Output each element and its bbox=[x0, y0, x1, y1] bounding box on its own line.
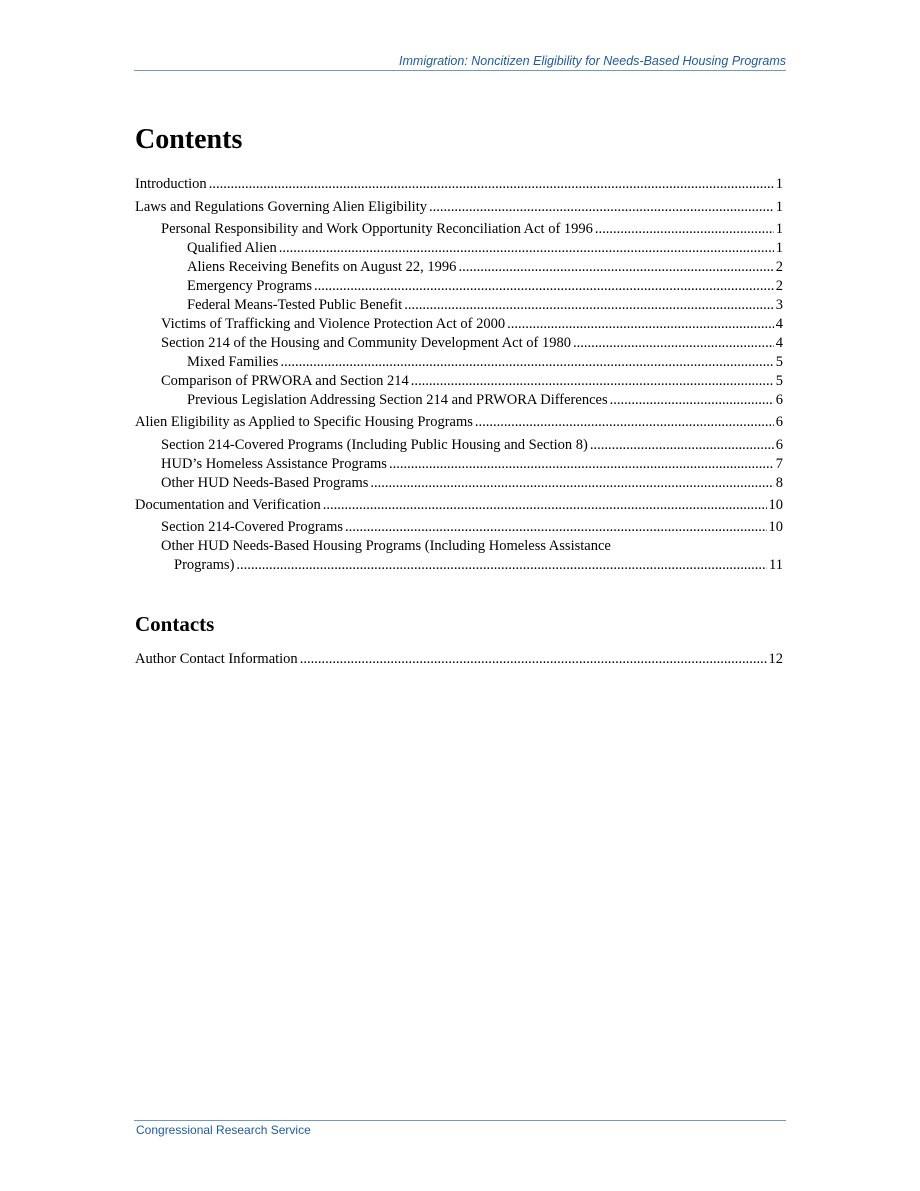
footer-rule bbox=[134, 1120, 786, 1121]
toc-entry-title: Section 214-Covered Programs (Including Public Housing and Section 8) bbox=[161, 437, 588, 453]
toc-entry-title: Laws and Regulations Governing Alien Eligibility bbox=[135, 199, 427, 215]
toc-entry-page: 7 bbox=[775, 456, 783, 472]
toc-leader bbox=[389, 455, 774, 473]
toc-entry[interactable] bbox=[135, 496, 783, 514]
toc-leader bbox=[300, 650, 767, 668]
toc-entry-title: Mixed Families bbox=[187, 354, 279, 370]
toc-leader bbox=[323, 496, 767, 514]
toc-entry[interactable] bbox=[161, 372, 783, 390]
toc-leader bbox=[590, 436, 774, 454]
toc-leader bbox=[279, 239, 774, 257]
toc-entry-title: Emergency Programs bbox=[187, 278, 312, 294]
toc-entry-title: Other HUD Needs-Based Programs bbox=[161, 475, 369, 491]
toc-entry-page: 1 bbox=[775, 221, 783, 237]
toc-entry-title: HUD’s Homeless Assistance Programs bbox=[161, 456, 387, 472]
toc-entry-page: 2 bbox=[775, 278, 783, 294]
toc-leader bbox=[475, 413, 774, 431]
toc-leader bbox=[280, 353, 773, 371]
toc-entry-title: Alien Eligibility as Applied to Specific Housing Programs bbox=[135, 414, 473, 430]
toc-entry[interactable] bbox=[187, 296, 783, 314]
toc-entry-page: 1 bbox=[775, 199, 783, 215]
header-rule bbox=[134, 70, 786, 71]
toc-entry-page: 5 bbox=[775, 373, 783, 389]
contacts-heading: Contacts bbox=[135, 612, 215, 636]
toc-entry[interactable] bbox=[161, 334, 783, 352]
toc-entry-page: 4 bbox=[775, 316, 783, 332]
toc-entry-page: 6 bbox=[775, 392, 783, 408]
toc-entry[interactable] bbox=[135, 175, 783, 193]
toc-leader bbox=[573, 334, 774, 352]
toc-entry[interactable] bbox=[135, 413, 783, 431]
toc-leader bbox=[236, 556, 767, 574]
toc-entry[interactable] bbox=[161, 436, 783, 454]
toc-entry-page: 1 bbox=[775, 240, 783, 256]
toc-leader bbox=[209, 175, 774, 193]
toc-entry-page: 4 bbox=[775, 335, 783, 351]
contact-entry[interactable] bbox=[135, 650, 783, 668]
running-footer: Congressional Research Service bbox=[136, 1123, 311, 1137]
toc-entry-page: 2 bbox=[775, 259, 783, 275]
toc-leader bbox=[610, 391, 774, 409]
toc-entry-page: 10 bbox=[768, 497, 783, 513]
toc-entry[interactable] bbox=[161, 455, 783, 473]
toc-leader bbox=[507, 315, 774, 333]
toc-entry-page: 11 bbox=[769, 557, 783, 573]
toc-entry-title: Victims of Trafficking and Violence Protection Act of 2000 bbox=[161, 316, 506, 332]
toc-leader bbox=[404, 296, 774, 314]
toc-entry-title: Qualified Alien bbox=[187, 240, 277, 256]
toc-entry-title-line1: Other HUD Needs-Based Housing Programs (Including Homeless Assistance bbox=[161, 538, 611, 554]
toc-entry-page: 10 bbox=[768, 519, 783, 535]
toc-entry-title: Federal Means-Tested Public Benefit bbox=[187, 297, 403, 313]
toc-entry-page: 8 bbox=[775, 475, 783, 491]
toc-entry-title: Comparison of PRWORA and Section 214 bbox=[161, 373, 409, 389]
toc-leader bbox=[345, 518, 766, 536]
toc-entry[interactable] bbox=[161, 518, 783, 536]
toc-entry-page: 3 bbox=[775, 297, 783, 313]
toc-entry[interactable] bbox=[135, 198, 783, 216]
toc-entry-title: Section 214-Covered Programs bbox=[161, 519, 344, 535]
toc-entry-page: 6 bbox=[775, 437, 783, 453]
toc-leader bbox=[370, 474, 773, 492]
toc-entry-title: Personal Responsibility and Work Opportunity Reconciliation Act of 1996 bbox=[161, 221, 593, 237]
running-header: Immigration: Noncitizen Eligibility for Needs-Based Housing Programs bbox=[399, 54, 786, 68]
toc-entry-title: Documentation and Verification bbox=[135, 497, 321, 513]
toc-leader bbox=[429, 198, 774, 216]
toc-entry-page: 6 bbox=[775, 414, 783, 430]
toc-entry-page: 5 bbox=[775, 354, 783, 370]
toc-entry[interactable] bbox=[161, 315, 783, 333]
toc-leader bbox=[314, 277, 774, 295]
toc-entry-title: Section 214 of the Housing and Community Development Act of 1980 bbox=[161, 335, 571, 351]
toc-entry[interactable] bbox=[161, 474, 783, 492]
toc-entry[interactable] bbox=[187, 277, 783, 295]
toc-entry[interactable] bbox=[187, 391, 783, 409]
toc-entry[interactable] bbox=[187, 258, 783, 276]
contents-heading: Contents bbox=[135, 124, 243, 155]
toc-entry[interactable] bbox=[161, 220, 783, 238]
toc-leader bbox=[458, 258, 773, 276]
toc-entry-title: Previous Legislation Addressing Section 214 and PRWORA Differences bbox=[187, 392, 608, 408]
toc-leader bbox=[411, 372, 774, 390]
toc-entry-page: 1 bbox=[775, 176, 783, 192]
toc-entry-title: Introduction bbox=[135, 176, 207, 192]
contact-entry-title: Author Contact Information bbox=[135, 651, 298, 667]
toc-entry[interactable] bbox=[187, 239, 783, 257]
toc-entry-title-line2: Programs) bbox=[174, 557, 235, 573]
toc-entry-title: Aliens Receiving Benefits on August 22, 1996 bbox=[187, 259, 457, 275]
contact-entry-page: 12 bbox=[768, 651, 783, 667]
toc-leader bbox=[595, 220, 774, 238]
toc-entry[interactable] bbox=[187, 353, 783, 371]
